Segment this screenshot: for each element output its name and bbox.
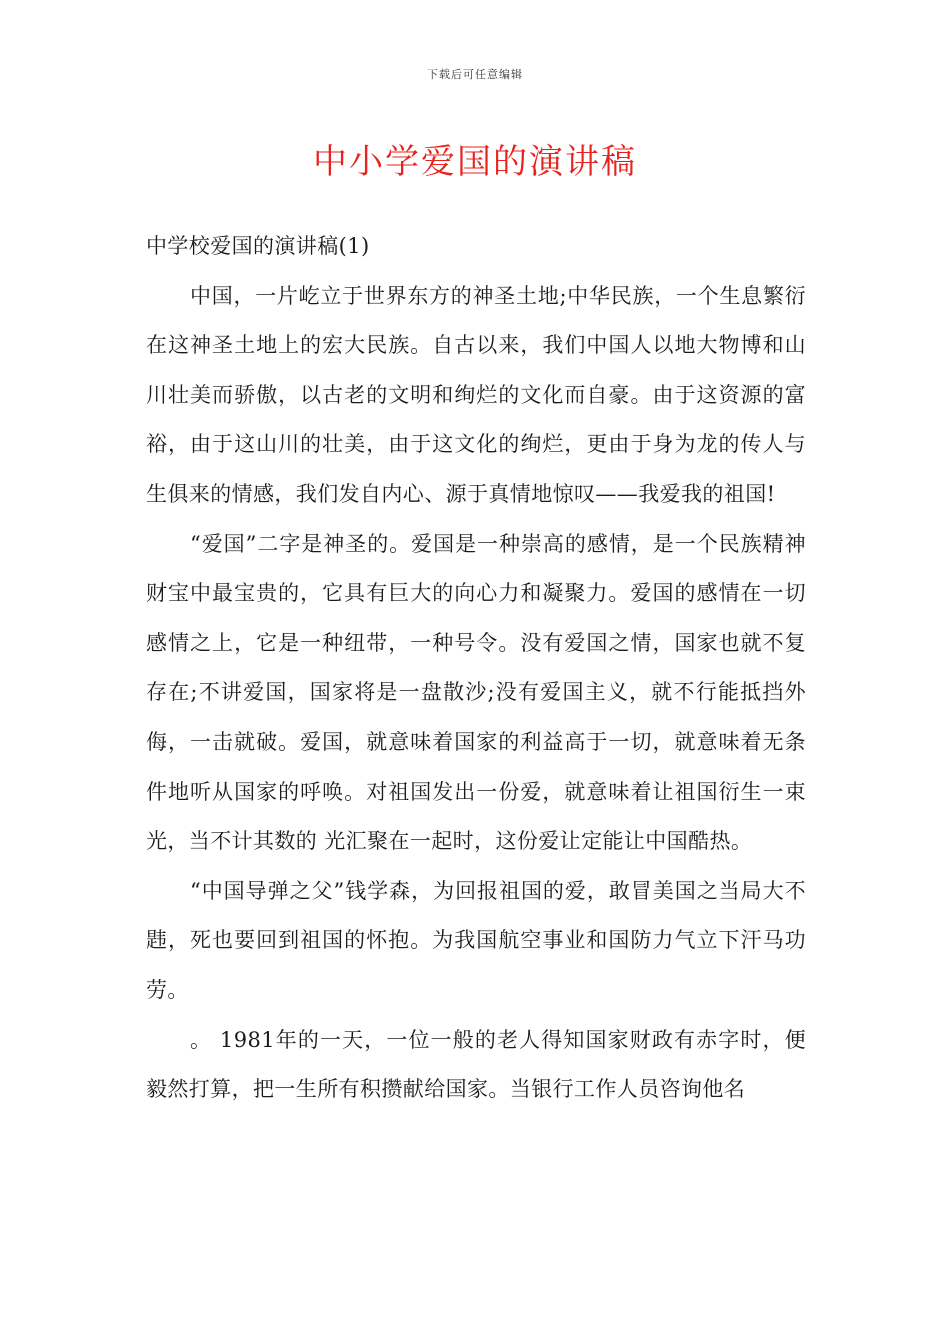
section-subtitle: 中学校爱国的演讲稿(1) xyxy=(146,234,370,258)
document-body xyxy=(146,222,806,1115)
paragraph: 中国，一片屹立于世界东方的神圣土地;中华民族，一个生息繁衍在这神圣土地上的宏大民族。自古以来，我们中国人以地大物博和山川壮美而骄傲，以古老的文明和绚烂的文化而自豪。由于这资源的富裕，由于这山川的壮美，由于这文化的绚烂，更由于身为龙的传人与生俱来的情感，我们发自内心、源于真情地惊叹——我爱我的祖国! xyxy=(146,283,806,506)
paragraph: 。 1981年的一天，一位一般的老人得知国家财政有赤字时，便毅然打算，把一生所有积攒献给国家。当银行工作人员咨询他名 xyxy=(146,1027,806,1102)
document-title: 中小学爱国的演讲稿 xyxy=(313,142,637,182)
header-note: 下载后可任意编辑 xyxy=(427,68,523,81)
paragraph: “爱国”二字是神圣的。爱国是一种崇高的感情，是一个民族精神财宝中最宝贵的，它具有巨大的向心力和凝聚力。爱国的感情在一切感情之上，它是一种纽带，一种号令。没有爱国之情，国家也就不复存在;不讲爱国，国家将是一盘散沙;没有爱国主义，就不行能抵挡外侮，一击就破。爱国，就意味着国家的利益高于一切，就意味着无条件地听从国家的呼唤。对祖国发出一份爱，就意味着让祖国衍生一束光，当不计其数的 光汇聚在一起时，这份爱让定能让中国酷热。 xyxy=(146,531,806,854)
paragraph: “中国导弹之父”钱学森，为回报祖国的爱，敢冒美国之当局大不韪，死也要回到祖国的怀抱。为我国航空事业和国防力气立下汗马功劳。 xyxy=(146,878,806,1002)
